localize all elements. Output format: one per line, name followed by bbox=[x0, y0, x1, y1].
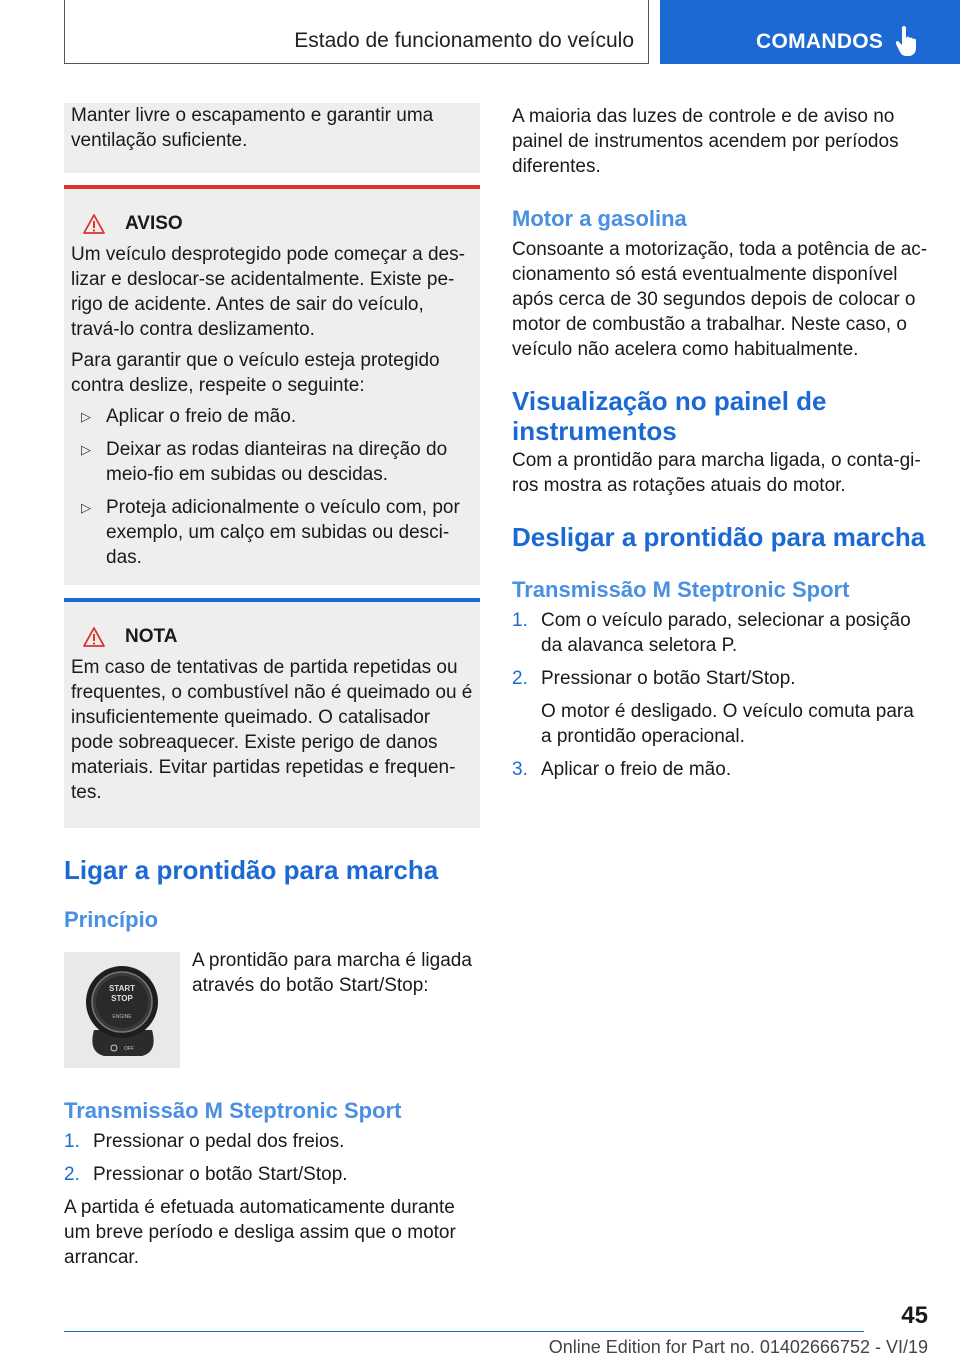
warning-triangle-icon bbox=[83, 214, 105, 234]
aviso-list bbox=[71, 404, 473, 570]
intro-box bbox=[64, 103, 480, 173]
triangle-bullet-icon: ▷ bbox=[81, 409, 91, 424]
left-outro-text: A partida é efetuada automaticamente durante um breve período e desliga assim que o motor arrancar. bbox=[64, 1197, 456, 1268]
visualizacao-text: Com a prontidão para marcha ligada, o conta-gi-ros mostra as rotações atuais do motor. bbox=[512, 450, 921, 496]
heading-motor: Motor a gasolina bbox=[512, 206, 687, 231]
list-item: 2. Pressionar o botão Start/Stop. bbox=[64, 1164, 348, 1185]
chapter-tab-label: COMANDOS bbox=[756, 30, 884, 53]
aviso-title: AVISO bbox=[125, 213, 183, 234]
nota-heading bbox=[71, 624, 473, 649]
nota-title: NOTA bbox=[125, 626, 178, 647]
aviso-box bbox=[64, 189, 480, 585]
nota-paragraph: Em caso de tentativas de partida repetidas ou frequentes, o combustível não é queimado ou é insuficientemente queimado. O catalisador pode sobreaquecer. Existe perigo de danos materiais. Evitar partidas repetidas e frequen-tes. bbox=[71, 657, 473, 803]
principio-text: A prontidão para marcha é ligada através do botão Start/Stop: bbox=[192, 950, 472, 996]
right-column bbox=[512, 104, 928, 790]
heading-transmissao-right: Transmissão M Steptronic Sport bbox=[512, 577, 850, 602]
start-label: START bbox=[108, 984, 136, 993]
list-item: 2. Pressionar o botão Start/Stop. O motor é desligado. O veículo comuta para a prontidão operacional. bbox=[512, 666, 928, 749]
off-label: OFF bbox=[124, 1046, 134, 1052]
engine-label: ENGINE bbox=[112, 1014, 132, 1020]
start-stop-button-illustration bbox=[64, 952, 180, 1068]
motor-text: Consoante a motorização, toda a potência de ac-cionamento só está eventualmente disponível após cerca de 30 segundos depois de colocar o motor de combustão a trabalhar. Neste caso, o veículo não acelera como habitualmente. bbox=[512, 239, 928, 360]
section-title: Estado de funcionamento do veículo bbox=[294, 29, 634, 52]
heading-visualizacao: Visualização no painel de instrumentos bbox=[512, 386, 827, 446]
right-intro-text: A maioria das luzes de controle e de aviso no painel de instrumentos acendem por períodos diferentes. bbox=[512, 106, 899, 177]
step-result-text: O motor é desligado. O veículo comuta para a prontidão operacional. bbox=[541, 701, 914, 747]
triangle-bullet-icon: ▷ bbox=[81, 500, 91, 515]
principio-text-block bbox=[192, 948, 472, 998]
ligar-section bbox=[64, 855, 480, 934]
list-item: 1. Pressionar o pedal dos freios. bbox=[64, 1131, 345, 1152]
left-transmissao-section bbox=[64, 1097, 480, 1270]
triangle-bullet-icon: ▷ bbox=[81, 442, 91, 457]
right-steps bbox=[512, 608, 928, 782]
aviso-heading bbox=[71, 211, 473, 236]
stop-label: STOP bbox=[111, 994, 133, 1003]
list-item: ▷ Aplicar o freio de mão. bbox=[81, 406, 297, 427]
chapter-tab[interactable] bbox=[660, 0, 960, 64]
nota-box bbox=[64, 602, 480, 828]
heading-ligar: Ligar a prontidão para marcha bbox=[64, 855, 439, 885]
heading-principio: Princípio bbox=[64, 907, 159, 932]
left-steps bbox=[64, 1129, 480, 1187]
list-item: ▷ Proteja adicionalmente o veículo com, por exemplo, um calço em subidas ou desci-das. bbox=[81, 497, 460, 568]
section-header bbox=[64, 0, 649, 64]
intro-text: Manter livre o escapamento e garantir uma ventilação suficiente. bbox=[71, 105, 434, 151]
warning-triangle-icon bbox=[83, 627, 105, 647]
aviso-paragraph-2: Para garantir que o veículo esteja protegido contra deslize, respeite o seguinte: bbox=[71, 350, 440, 396]
footer-edition: Online Edition for Part no. 01402666752 - VI/19 bbox=[548, 1337, 928, 1357]
aviso-paragraph-1: Um veículo desprotegido pode começar a des-lizar e deslocar-se acidentalmente. Existe pe-rigo de acidente. Antes de sair do veículo, travá-lo contra deslizamento. bbox=[71, 244, 465, 340]
pointing-hand-icon bbox=[896, 26, 918, 56]
heading-desligar: Desligar a prontidão para marcha bbox=[512, 522, 926, 552]
start-stop-button-image bbox=[64, 952, 180, 1068]
list-item: ▷ Deixar as rodas dianteiras na direção do meio-fio em subidas ou descidas. bbox=[81, 439, 448, 485]
heading-transmissao-left: Transmissão M Steptronic Sport bbox=[64, 1098, 402, 1123]
footer-divider bbox=[64, 1331, 864, 1332]
list-item: 1. Com o veículo parado, selecionar a posição da alavanca seletora P. bbox=[512, 610, 911, 656]
list-item: 3. Aplicar o freio de mão. bbox=[512, 759, 732, 780]
page-number: 45 bbox=[901, 1302, 928, 1329]
